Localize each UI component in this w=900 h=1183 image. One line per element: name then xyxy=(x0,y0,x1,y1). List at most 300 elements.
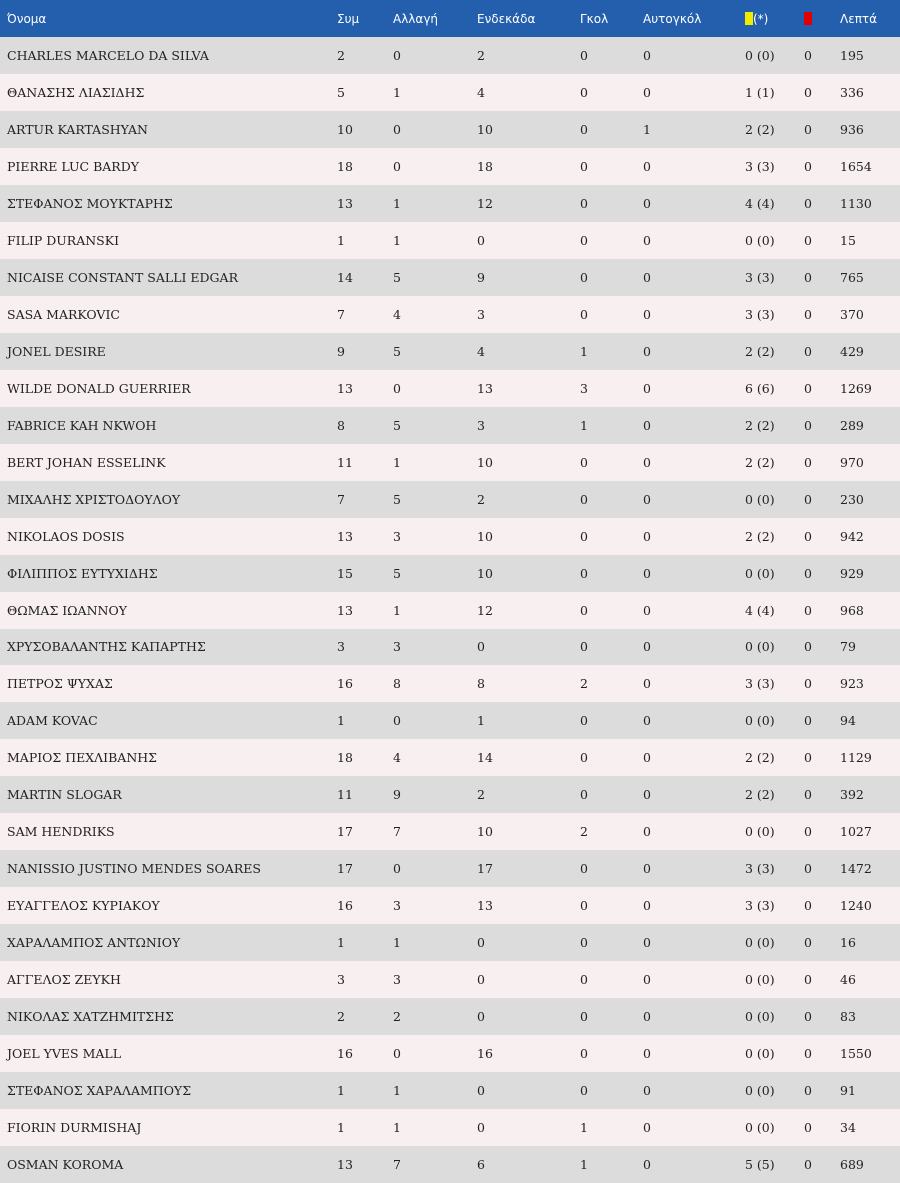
starts-cell: 0 xyxy=(477,639,485,655)
player-name-cell: NANISSIO JUSTINO MENDES SOARES xyxy=(7,861,261,877)
red-cards-cell: 0 xyxy=(804,1009,812,1025)
starts-cell: 0 xyxy=(477,935,485,951)
table-row xyxy=(0,370,900,407)
starts-cell: 13 xyxy=(477,898,493,914)
yellow-cards-cell: 0 (0) xyxy=(745,639,775,655)
subs-cell: 4 xyxy=(393,306,401,322)
goals-cell: 0 xyxy=(580,1083,588,1099)
own-goals-cell: 0 xyxy=(643,84,651,100)
yellow-cards-cell: 6 (6) xyxy=(745,380,775,396)
yellow-cards-cell: 5 (5) xyxy=(745,1157,775,1173)
table-row xyxy=(0,739,900,776)
minutes-cell: 392 xyxy=(840,787,864,803)
own-goals-cell: 0 xyxy=(643,1120,651,1136)
table-row xyxy=(0,998,900,1035)
apps-cell: 17 xyxy=(337,861,353,877)
yellow-cards-cell: 0 (0) xyxy=(745,972,775,988)
minutes-cell: 195 xyxy=(840,47,864,63)
player-name-cell: ΧΑΡΑΛΑΜΠΟΣ ΑΝΤΩΝΙΟΥ xyxy=(7,935,181,951)
minutes-cell: 16 xyxy=(840,935,856,951)
red-cards-cell: 0 xyxy=(804,84,812,100)
minutes-cell: 929 xyxy=(840,565,864,581)
minutes-cell: 289 xyxy=(840,417,864,433)
player-name-cell: ARTUR KARTASHYAN xyxy=(7,121,148,137)
table-row xyxy=(0,518,900,555)
subs-cell: 1 xyxy=(393,195,401,211)
col-header-name[interactable]: Όνομα xyxy=(7,11,47,26)
minutes-cell: 942 xyxy=(840,528,864,544)
red-cards-cell: 0 xyxy=(804,935,812,951)
subs-cell: 0 xyxy=(393,1046,401,1062)
minutes-cell: 230 xyxy=(840,491,864,507)
red-cards-cell: 0 xyxy=(804,343,812,359)
player-name-cell: ΜΑΡΙΟΣ ΠΕΧΛΙΒΑΝΗΣ xyxy=(7,750,158,766)
apps-cell: 13 xyxy=(337,602,353,618)
goals-cell: 0 xyxy=(580,639,588,655)
goals-cell: 2 xyxy=(580,676,588,692)
subs-cell: 0 xyxy=(393,158,401,174)
subs-cell: 0 xyxy=(393,121,401,137)
player-name-cell: SASA MARKOVIC xyxy=(7,306,120,322)
subs-cell: 5 xyxy=(393,269,401,285)
apps-cell: 8 xyxy=(337,417,345,433)
col-header-own-goals[interactable]: Αυτογκόλ xyxy=(643,11,702,26)
yellow-cards-cell: 3 (3) xyxy=(745,898,775,914)
table-row xyxy=(0,961,900,998)
subs-cell: 5 xyxy=(393,343,401,359)
own-goals-cell: 0 xyxy=(643,491,651,507)
subs-cell: 1 xyxy=(393,602,401,618)
own-goals-cell: 0 xyxy=(643,454,651,470)
minutes-cell: 91 xyxy=(840,1083,856,1099)
yellow-cards-cell: 2 (2) xyxy=(745,750,775,766)
own-goals-cell: 0 xyxy=(643,602,651,618)
starts-cell: 4 xyxy=(477,343,485,359)
minutes-cell: 1240 xyxy=(840,898,872,914)
subs-cell: 0 xyxy=(393,713,401,729)
own-goals-cell: 1 xyxy=(643,121,651,137)
starts-cell: 6 xyxy=(477,1157,485,1173)
goals-cell: 1 xyxy=(580,343,588,359)
red-cards-cell: 0 xyxy=(804,602,812,618)
goals-cell: 0 xyxy=(580,1009,588,1025)
yellow-cards-cell: 0 (0) xyxy=(745,1009,775,1025)
apps-cell: 16 xyxy=(337,898,353,914)
starts-cell: 14 xyxy=(477,750,493,766)
minutes-cell: 1269 xyxy=(840,380,872,396)
goals-cell: 0 xyxy=(580,121,588,137)
table-row xyxy=(0,111,900,148)
player-name-cell: ΑΓΓΕΛΟΣ ΖΕΥΚΗ xyxy=(7,972,121,988)
goals-cell: 0 xyxy=(580,528,588,544)
starts-cell: 16 xyxy=(477,1046,493,1062)
yellow-cards-cell: 1 (1) xyxy=(745,84,775,100)
red-cards-cell: 0 xyxy=(804,861,812,877)
goals-cell: 0 xyxy=(580,898,588,914)
yellow-cards-cell: 2 (2) xyxy=(745,343,775,359)
goals-cell: 0 xyxy=(580,269,588,285)
subs-cell: 9 xyxy=(393,787,401,803)
subs-cell: 1 xyxy=(393,84,401,100)
goals-cell: 2 xyxy=(580,824,588,840)
red-cards-cell: 0 xyxy=(804,713,812,729)
apps-cell: 11 xyxy=(337,787,353,803)
player-name-cell: ΘΑΝΑΣΗΣ ΛΙΑΣΙΔΗΣ xyxy=(7,84,145,100)
apps-cell: 13 xyxy=(337,1157,353,1173)
apps-cell: 13 xyxy=(337,380,353,396)
starts-cell: 3 xyxy=(477,306,485,322)
subs-cell: 3 xyxy=(393,972,401,988)
yellow-card-suffix: (*) xyxy=(753,11,769,26)
own-goals-cell: 0 xyxy=(643,935,651,951)
subs-cell: 3 xyxy=(393,528,401,544)
own-goals-cell: 0 xyxy=(643,195,651,211)
apps-cell: 1 xyxy=(337,1083,345,1099)
apps-cell: 7 xyxy=(337,306,345,322)
player-name-cell: FILIP DURANSKI xyxy=(7,232,120,248)
apps-cell: 9 xyxy=(337,343,345,359)
red-cards-cell: 0 xyxy=(804,528,812,544)
red-cards-cell: 0 xyxy=(804,1046,812,1062)
red-cards-cell: 0 xyxy=(804,824,812,840)
own-goals-cell: 0 xyxy=(643,824,651,840)
table-row xyxy=(0,333,900,370)
col-header-starts[interactable]: Ενδεκάδα xyxy=(477,11,536,26)
table-row xyxy=(0,222,900,259)
yellow-cards-cell: 0 (0) xyxy=(745,47,775,63)
own-goals-cell: 0 xyxy=(643,528,651,544)
table-row xyxy=(0,1146,900,1183)
minutes-cell: 1654 xyxy=(840,158,872,174)
own-goals-cell: 0 xyxy=(643,676,651,692)
minutes-cell: 370 xyxy=(840,306,864,322)
starts-cell: 2 xyxy=(477,491,485,507)
yellow-cards-cell: 2 (2) xyxy=(745,454,775,470)
own-goals-cell: 0 xyxy=(643,47,651,63)
col-header-minutes[interactable]: Λεπτά xyxy=(840,11,878,26)
starts-cell: 10 xyxy=(477,454,493,470)
apps-cell: 3 xyxy=(337,972,345,988)
red-cards-cell: 0 xyxy=(804,898,812,914)
apps-cell: 16 xyxy=(337,1046,353,1062)
red-cards-cell: 0 xyxy=(804,1083,812,1099)
player-name-cell: ΜΙΧΑΛΗΣ ΧΡΙΣΤΟΔΟΥΛΟΥ xyxy=(7,491,181,507)
own-goals-cell: 0 xyxy=(643,1009,651,1025)
goals-cell: 1 xyxy=(580,1120,588,1136)
minutes-cell: 923 xyxy=(840,676,864,692)
minutes-cell: 1472 xyxy=(840,861,872,877)
apps-cell: 1 xyxy=(337,713,345,729)
goals-cell: 0 xyxy=(580,84,588,100)
table-row xyxy=(0,259,900,296)
player-name-cell: ΕΥΑΓΓΕΛΟΣ ΚΥΡΙΑΚΟΥ xyxy=(7,898,160,914)
table-row xyxy=(0,629,900,666)
table-row xyxy=(0,185,900,222)
subs-cell: 7 xyxy=(393,824,401,840)
yellow-cards-cell: 3 (3) xyxy=(745,269,775,285)
starts-cell: 10 xyxy=(477,528,493,544)
goals-cell: 1 xyxy=(580,1157,588,1173)
red-cards-cell: 0 xyxy=(804,269,812,285)
starts-cell: 17 xyxy=(477,861,493,877)
player-name-cell: NICAISE CONSTANT SALLI EDGAR xyxy=(7,269,238,285)
yellow-cards-cell: 0 (0) xyxy=(745,1046,775,1062)
minutes-cell: 765 xyxy=(840,269,864,285)
minutes-cell: 83 xyxy=(840,1009,856,1025)
subs-cell: 0 xyxy=(393,380,401,396)
player-name-cell: ΘΩΜΑΣ ΙΩΑΝΝΟΥ xyxy=(7,602,127,618)
goals-cell: 0 xyxy=(580,861,588,877)
red-cards-cell: 0 xyxy=(804,787,812,803)
table-row xyxy=(0,407,900,444)
apps-cell: 1 xyxy=(337,935,345,951)
own-goals-cell: 0 xyxy=(643,787,651,803)
goals-cell: 1 xyxy=(580,417,588,433)
goals-cell: 3 xyxy=(580,380,588,396)
yellow-cards-cell: 2 (2) xyxy=(745,787,775,803)
red-cards-cell: 0 xyxy=(804,417,812,433)
minutes-cell: 46 xyxy=(840,972,856,988)
col-header-apps[interactable]: Συμ xyxy=(337,11,360,26)
starts-cell: 0 xyxy=(477,1083,485,1099)
starts-cell: 9 xyxy=(477,269,485,285)
starts-cell: 2 xyxy=(477,787,485,803)
red-cards-cell: 0 xyxy=(804,639,812,655)
red-cards-cell: 0 xyxy=(804,972,812,988)
player-name-cell: SAM HENDRIKS xyxy=(7,824,115,840)
starts-cell: 1 xyxy=(477,713,485,729)
apps-cell: 2 xyxy=(337,1009,345,1025)
player-name-cell: JONEL DESIRE xyxy=(7,343,106,359)
table-row xyxy=(0,37,900,74)
own-goals-cell: 0 xyxy=(643,713,651,729)
subs-cell: 1 xyxy=(393,1083,401,1099)
apps-cell: 18 xyxy=(337,158,353,174)
yellow-cards-cell: 3 (3) xyxy=(745,861,775,877)
goals-cell: 0 xyxy=(580,972,588,988)
red-cards-cell: 0 xyxy=(804,158,812,174)
table-row xyxy=(0,1072,900,1109)
starts-cell: 4 xyxy=(477,84,485,100)
own-goals-cell: 0 xyxy=(643,1083,651,1099)
yellow-cards-cell: 2 (2) xyxy=(745,121,775,137)
goals-cell: 0 xyxy=(580,195,588,211)
yellow-card-icon xyxy=(745,12,753,25)
apps-cell: 3 xyxy=(337,639,345,655)
yellow-cards-cell: 4 (4) xyxy=(745,602,775,618)
yellow-cards-cell: 0 (0) xyxy=(745,935,775,951)
minutes-cell: 79 xyxy=(840,639,856,655)
goals-cell: 0 xyxy=(580,602,588,618)
goals-cell: 0 xyxy=(580,454,588,470)
table-body xyxy=(0,37,900,1183)
col-header-yellow-cards[interactable] xyxy=(745,0,804,37)
player-name-cell: ΣΤΕΦΑΝΟΣ ΜΟΥΚΤΑΡΗΣ xyxy=(7,195,173,211)
starts-cell: 12 xyxy=(477,602,493,618)
minutes-cell: 689 xyxy=(840,1157,864,1173)
goals-cell: 0 xyxy=(580,713,588,729)
yellow-cards-cell: 0 (0) xyxy=(745,1120,775,1136)
player-name-cell: FIORIN DURMISHAJ xyxy=(7,1120,142,1136)
player-name-cell: JOEL YVES MALL xyxy=(7,1046,122,1062)
col-header-red-cards[interactable] xyxy=(804,0,840,37)
yellow-cards-cell: 0 (0) xyxy=(745,824,775,840)
own-goals-cell: 0 xyxy=(643,417,651,433)
subs-cell: 0 xyxy=(393,47,401,63)
yellow-cards-cell: 3 (3) xyxy=(745,306,775,322)
table-row xyxy=(0,887,900,924)
apps-cell: 1 xyxy=(337,1120,345,1136)
table-header-row xyxy=(0,0,900,37)
starts-cell: 0 xyxy=(477,1120,485,1136)
yellow-cards-cell: 2 (2) xyxy=(745,417,775,433)
player-name-cell: ΦΙΛΙΠΠΟΣ ΕΥΤΥΧΙΔΗΣ xyxy=(7,565,158,581)
goals-cell: 0 xyxy=(580,491,588,507)
table-row xyxy=(0,74,900,111)
table-row xyxy=(0,1109,900,1146)
table-row xyxy=(0,555,900,592)
player-name-cell: ΠΕΤΡΟΣ ΨΥΧΑΣ xyxy=(7,676,113,692)
own-goals-cell: 0 xyxy=(643,232,651,248)
col-header-subs[interactable]: Αλλαγή xyxy=(393,11,439,26)
minutes-cell: 1550 xyxy=(840,1046,872,1062)
minutes-cell: 336 xyxy=(840,84,864,100)
starts-cell: 10 xyxy=(477,824,493,840)
table-row xyxy=(0,148,900,185)
subs-cell: 2 xyxy=(393,1009,401,1025)
starts-cell: 0 xyxy=(477,232,485,248)
starts-cell: 0 xyxy=(477,972,485,988)
minutes-cell: 15 xyxy=(840,232,856,248)
minutes-cell: 1129 xyxy=(840,750,872,766)
player-name-cell: ΣΤΕΦΑΝΟΣ ΧΑΡΑΛΑΜΠΟΥΣ xyxy=(7,1083,192,1099)
col-header-goals[interactable]: Γκολ xyxy=(580,11,609,26)
apps-cell: 5 xyxy=(337,84,345,100)
minutes-cell: 1027 xyxy=(840,824,872,840)
yellow-cards-cell: 3 (3) xyxy=(745,158,775,174)
own-goals-cell: 0 xyxy=(643,343,651,359)
own-goals-cell: 0 xyxy=(643,1046,651,1062)
own-goals-cell: 0 xyxy=(643,306,651,322)
subs-cell: 5 xyxy=(393,565,401,581)
own-goals-cell: 0 xyxy=(643,269,651,285)
starts-cell: 0 xyxy=(477,1009,485,1025)
subs-cell: 3 xyxy=(393,639,401,655)
red-cards-cell: 0 xyxy=(804,565,812,581)
starts-cell: 10 xyxy=(477,565,493,581)
player-name-cell: ΧΡΥΣΟΒΑΛΑΝΤΗΣ ΚΑΠΑΡΤΗΣ xyxy=(7,639,206,655)
red-cards-cell: 0 xyxy=(804,306,812,322)
table-row xyxy=(0,481,900,518)
player-name-cell: MARTIN SLOGAR xyxy=(7,787,122,803)
goals-cell: 0 xyxy=(580,935,588,951)
starts-cell: 10 xyxy=(477,121,493,137)
starts-cell: 18 xyxy=(477,158,493,174)
subs-cell: 1 xyxy=(393,454,401,470)
subs-cell: 1 xyxy=(393,935,401,951)
own-goals-cell: 0 xyxy=(643,1157,651,1173)
table-row xyxy=(0,1035,900,1072)
subs-cell: 1 xyxy=(393,1120,401,1136)
red-card-icon xyxy=(804,12,812,25)
own-goals-cell: 0 xyxy=(643,565,651,581)
minutes-cell: 94 xyxy=(840,713,856,729)
yellow-cards-cell: 4 (4) xyxy=(745,195,775,211)
apps-cell: 15 xyxy=(337,565,353,581)
player-name-cell: PIERRE LUC BARDY xyxy=(7,158,139,174)
apps-cell: 17 xyxy=(337,824,353,840)
starts-cell: 12 xyxy=(477,195,493,211)
red-cards-cell: 0 xyxy=(804,1120,812,1136)
subs-cell: 1 xyxy=(393,232,401,248)
goals-cell: 0 xyxy=(580,47,588,63)
own-goals-cell: 0 xyxy=(643,972,651,988)
starts-cell: 13 xyxy=(477,380,493,396)
red-cards-cell: 0 xyxy=(804,232,812,248)
starts-cell: 3 xyxy=(477,417,485,433)
subs-cell: 7 xyxy=(393,1157,401,1173)
yellow-cards-cell: 0 (0) xyxy=(745,491,775,507)
red-cards-cell: 0 xyxy=(804,676,812,692)
red-cards-cell: 0 xyxy=(804,491,812,507)
subs-cell: 4 xyxy=(393,750,401,766)
yellow-cards-cell: 0 (0) xyxy=(745,565,775,581)
table-row xyxy=(0,924,900,961)
player-name-cell: ADAM KOVAC xyxy=(7,713,98,729)
player-name-cell: FABRICE KAH NKWOH xyxy=(7,417,157,433)
yellow-cards-cell: 0 (0) xyxy=(745,713,775,729)
yellow-cards-cell: 2 (2) xyxy=(745,528,775,544)
table-row xyxy=(0,776,900,813)
red-cards-cell: 0 xyxy=(804,195,812,211)
goals-cell: 0 xyxy=(580,306,588,322)
apps-cell: 1 xyxy=(337,232,345,248)
apps-cell: 16 xyxy=(337,676,353,692)
minutes-cell: 968 xyxy=(840,602,864,618)
table-row xyxy=(0,592,900,629)
table-row xyxy=(0,813,900,850)
own-goals-cell: 0 xyxy=(643,898,651,914)
subs-cell: 0 xyxy=(393,861,401,877)
apps-cell: 7 xyxy=(337,491,345,507)
yellow-cards-cell: 0 (0) xyxy=(745,1083,775,1099)
own-goals-cell: 0 xyxy=(643,861,651,877)
goals-cell: 0 xyxy=(580,750,588,766)
minutes-cell: 1130 xyxy=(840,195,872,211)
player-name-cell: ΝΙΚΟΛΑΣ ΧΑΤΖΗΜΙΤΣΗΣ xyxy=(7,1009,174,1025)
apps-cell: 11 xyxy=(337,454,353,470)
red-cards-cell: 0 xyxy=(804,380,812,396)
minutes-cell: 936 xyxy=(840,121,864,137)
apps-cell: 13 xyxy=(337,528,353,544)
player-name-cell: CHARLES MARCELO DA SILVA xyxy=(7,47,209,63)
red-cards-cell: 0 xyxy=(804,1157,812,1173)
subs-cell: 5 xyxy=(393,491,401,507)
apps-cell: 2 xyxy=(337,47,345,63)
player-name-cell: NIKOLAOS DOSIS xyxy=(7,528,125,544)
table-row xyxy=(0,665,900,702)
subs-cell: 5 xyxy=(393,417,401,433)
starts-cell: 8 xyxy=(477,676,485,692)
apps-cell: 10 xyxy=(337,121,353,137)
table-row xyxy=(0,444,900,481)
own-goals-cell: 0 xyxy=(643,158,651,174)
starts-cell: 2 xyxy=(477,47,485,63)
own-goals-cell: 0 xyxy=(643,380,651,396)
goals-cell: 0 xyxy=(580,232,588,248)
player-name-cell: WILDE DONALD GUERRIER xyxy=(7,380,191,396)
goals-cell: 0 xyxy=(580,565,588,581)
